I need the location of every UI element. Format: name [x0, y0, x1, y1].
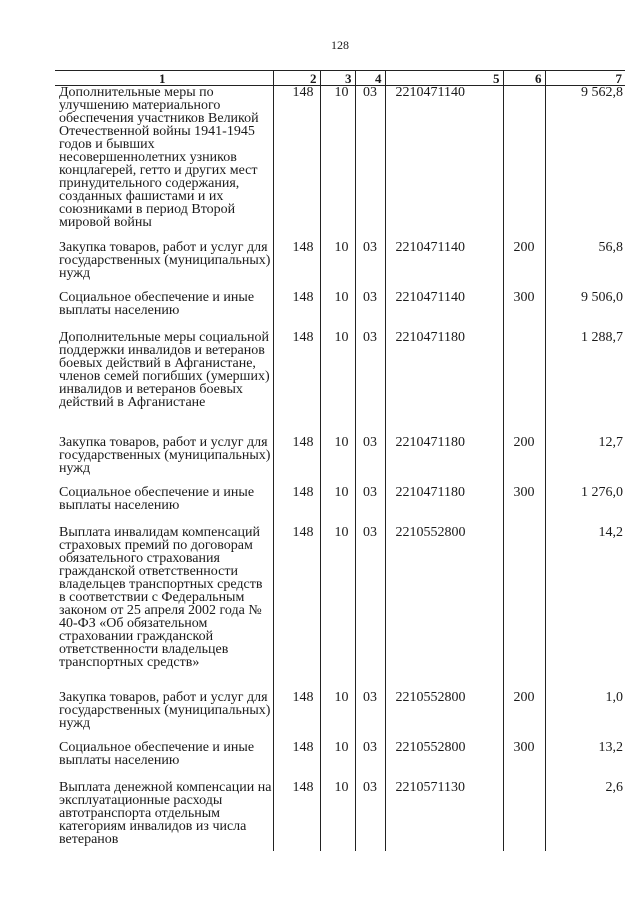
row-department: 148 [273, 486, 320, 526]
header-col-3: 3 [320, 71, 355, 86]
table-row [55, 291, 625, 331]
row-description: Дополнительные меры по улучшению материального обеспечения участников Великой Отечественной войны 1941-1945 годов и бывших несовершеннолетних узников концлагерей, гетто и других мест принудительного содержания, созданных фашистами и их союзниками в период Второй мировой войны [59, 85, 259, 230]
table-row [55, 691, 625, 741]
row-target-article: 2210552800 [385, 526, 503, 691]
row-description: Закупка товаров, работ и услуг для государственных (муниципальных) нужд [59, 239, 271, 281]
page-number: 128 [331, 38, 349, 52]
row-subsection: 03 [355, 781, 385, 851]
row-expense-type: 200 [503, 691, 545, 741]
row-amount: 56,8 [545, 241, 625, 291]
row-target-article: 2210471180 [385, 486, 503, 526]
row-department: 148 [273, 331, 320, 436]
row-description: Выплата денежной компенсации на эксплуатационные расходы автотранспорта отдельным категориям инвалидов из числа ветеранов [59, 779, 272, 847]
row-section: 10 [320, 486, 355, 526]
table-header-row [55, 71, 625, 86]
row-target-article: 2210571130 [385, 781, 503, 851]
row-subsection: 03 [355, 741, 385, 781]
row-amount: 1 288,7 [545, 331, 625, 436]
row-expense-type [503, 781, 545, 851]
row-section: 10 [320, 86, 355, 241]
row-expense-type [503, 86, 545, 241]
row-description: Социальное обеспечение и иные выплаты населению [59, 484, 255, 513]
row-description: Социальное обеспечение и иные выплаты населению [59, 289, 255, 318]
row-section: 10 [320, 436, 355, 486]
row-department: 148 [273, 741, 320, 781]
header-col-6: 6 [503, 71, 545, 86]
row-department: 148 [273, 436, 320, 486]
row-target-article: 2210471180 [385, 436, 503, 486]
table-row [55, 86, 625, 241]
row-subsection: 03 [355, 691, 385, 741]
row-amount: 12,7 [545, 436, 625, 486]
row-department: 148 [273, 526, 320, 691]
row-amount: 1 276,0 [545, 486, 625, 526]
budget-table [55, 70, 625, 851]
row-subsection: 03 [355, 241, 385, 291]
header-col-7: 7 [545, 71, 625, 86]
header-col-1: 1 [55, 71, 273, 86]
row-subsection: 03 [355, 86, 385, 241]
row-section: 10 [320, 741, 355, 781]
row-subsection: 03 [355, 526, 385, 691]
row-subsection: 03 [355, 291, 385, 331]
row-expense-type: 300 [503, 486, 545, 526]
row-description: Социальное обеспечение и иные выплаты населению [59, 739, 255, 768]
row-amount: 13,2 [545, 741, 625, 781]
row-expense-type: 300 [503, 741, 545, 781]
row-amount: 9 506,0 [545, 291, 625, 331]
row-department: 148 [273, 691, 320, 741]
table-row [55, 241, 625, 291]
row-expense-type [503, 526, 545, 691]
table-row [55, 331, 625, 436]
row-subsection: 03 [355, 436, 385, 486]
row-description: Выплата инвалидам компенсаций страховых премий по договорам обязательного страхования гражданской ответственности владельцев транспортных средств в соответствии с Федеральным законом от 25 апреля 2002 года № 40-ФЗ «Об обязательном страховании гражданской ответственности владельцев транспортных средств» [59, 524, 263, 670]
row-section: 10 [320, 331, 355, 436]
row-target-article: 2210552800 [385, 741, 503, 781]
row-expense-type: 300 [503, 291, 545, 331]
row-section: 10 [320, 526, 355, 691]
row-department: 148 [273, 241, 320, 291]
row-description: Закупка товаров, работ и услуг для государственных (муниципальных) нужд [59, 689, 271, 731]
row-target-article: 2210471180 [385, 331, 503, 436]
row-subsection: 03 [355, 331, 385, 436]
row-expense-type: 200 [503, 436, 545, 486]
table-row [55, 741, 625, 781]
row-expense-type [503, 331, 545, 436]
row-subsection: 03 [355, 486, 385, 526]
row-expense-type: 200 [503, 241, 545, 291]
row-amount: 2,6 [545, 781, 625, 851]
row-department: 148 [273, 781, 320, 851]
header-col-5: 5 [385, 71, 503, 86]
row-amount: 9 562,8 [545, 86, 625, 241]
table-row [55, 486, 625, 526]
table-row [55, 436, 625, 486]
row-section: 10 [320, 291, 355, 331]
row-target-article: 2210471140 [385, 291, 503, 331]
row-section: 10 [320, 691, 355, 741]
header-col-2: 2 [273, 71, 320, 86]
row-department: 148 [273, 291, 320, 331]
row-department: 148 [273, 86, 320, 241]
row-target-article: 2210471140 [385, 86, 503, 241]
row-target-article: 2210471140 [385, 241, 503, 291]
row-amount: 1,0 [545, 691, 625, 741]
row-section: 10 [320, 241, 355, 291]
table-body [55, 86, 625, 851]
table-row [55, 526, 625, 691]
row-description: Дополнительные меры социальной поддержки инвалидов и ветеранов боевых действий в Афганистане, членов семей погибших (умерших) инвалидов и ветеранов боевых действий в Афганистане [59, 329, 270, 410]
header-col-4: 4 [355, 71, 385, 86]
row-target-article: 2210552800 [385, 691, 503, 741]
row-amount: 14,2 [545, 526, 625, 691]
table-row [55, 781, 625, 851]
row-section: 10 [320, 781, 355, 851]
row-description: Закупка товаров, работ и услуг для государственных (муниципальных) нужд [59, 434, 271, 476]
